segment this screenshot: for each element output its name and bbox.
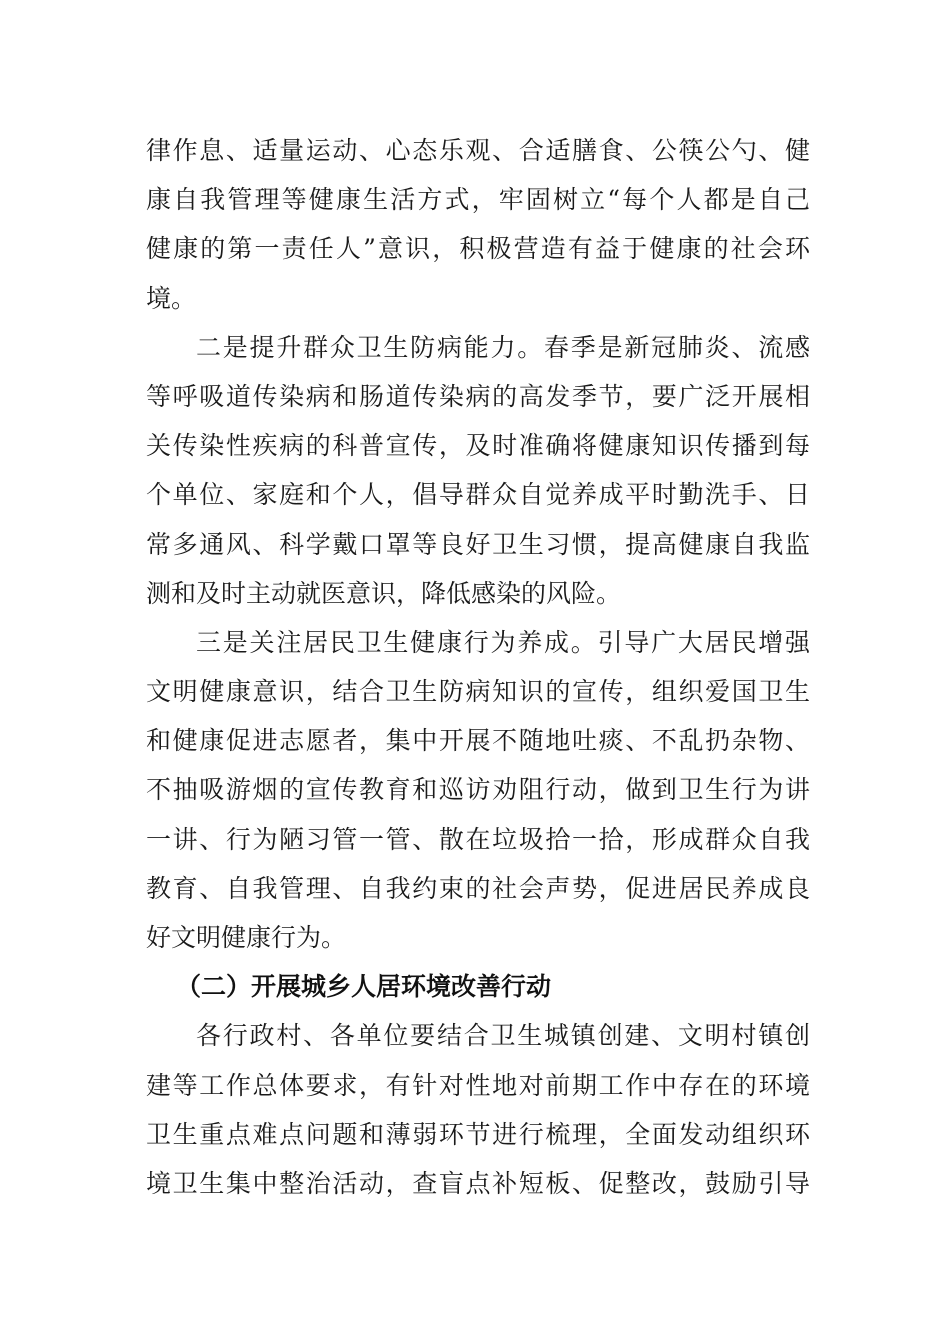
text-line: 建等工作总体要求，有针对性地对前期工作中存在的环境	[146, 1070, 810, 1100]
document-body	[146, 126, 810, 1208]
text-line: 常多通风、科学戴口罩等良好卫生习惯，提高健康自我监	[146, 529, 810, 559]
text-line: 不抽吸游烟的宣传教育和巡访劝阻行动，做到卫生行为讲	[146, 775, 810, 805]
paragraph-start-line: 二是提升群众卫生防病能力。春季是新冠肺炎、流感	[196, 332, 810, 362]
text-line: 好文明健康行为。	[146, 923, 347, 952]
paragraph-start-line: 各行政村、各单位要结合卫生城镇创建、文明村镇创	[196, 1021, 810, 1051]
text-line: 一讲、行为陋习管一管、散在垃圾拾一拾，形成群众自我	[146, 824, 810, 854]
paragraph-start-line: 三是关注居民卫生健康行为养成。引导广大居民增强	[196, 627, 810, 657]
text-line: 等呼吸道传染病和肠道传染病的高发季节，要广泛开展相	[146, 381, 810, 411]
text-line: 教育、自我管理、自我约束的社会声势，促进居民养成良	[146, 873, 810, 903]
text-line: 文明健康意识，结合卫生防病知识的宣传，组织爱国卫生	[146, 677, 810, 707]
text-line: 境。	[146, 283, 197, 313]
text-line: 卫生重点难点问题和薄弱环节进行梳理，全面发动组织环	[146, 1119, 810, 1149]
section-heading: （二）开展城乡人居环境改善行动	[176, 972, 552, 1002]
text-line: 和健康促进志愿者，集中开展不随地吐痰、不乱扔杂物、	[146, 726, 810, 756]
text-line: 境卫生集中整治活动，查盲点补短板、促整改，鼓励引导	[146, 1168, 810, 1198]
text-line: 个单位、家庭和个人，倡导群众自觉养成平时勤洗手、日	[146, 480, 810, 510]
text-line: 测和及时主动就医意识，降低感染的风险。	[146, 578, 622, 608]
text-line: 健康的第一责任人”意识，积极营造有益于健康的社会环	[146, 234, 810, 264]
text-line: 律作息、适量运动、心态乐观、合适膳食、公筷公勺、健	[146, 136, 810, 165]
text-line: 关传染性疾病的科普宣传，及时准确将健康知识传播到每	[146, 431, 810, 461]
text-line: 康自我管理等健康生活方式，牢固树立“每个人都是自己	[146, 185, 810, 215]
